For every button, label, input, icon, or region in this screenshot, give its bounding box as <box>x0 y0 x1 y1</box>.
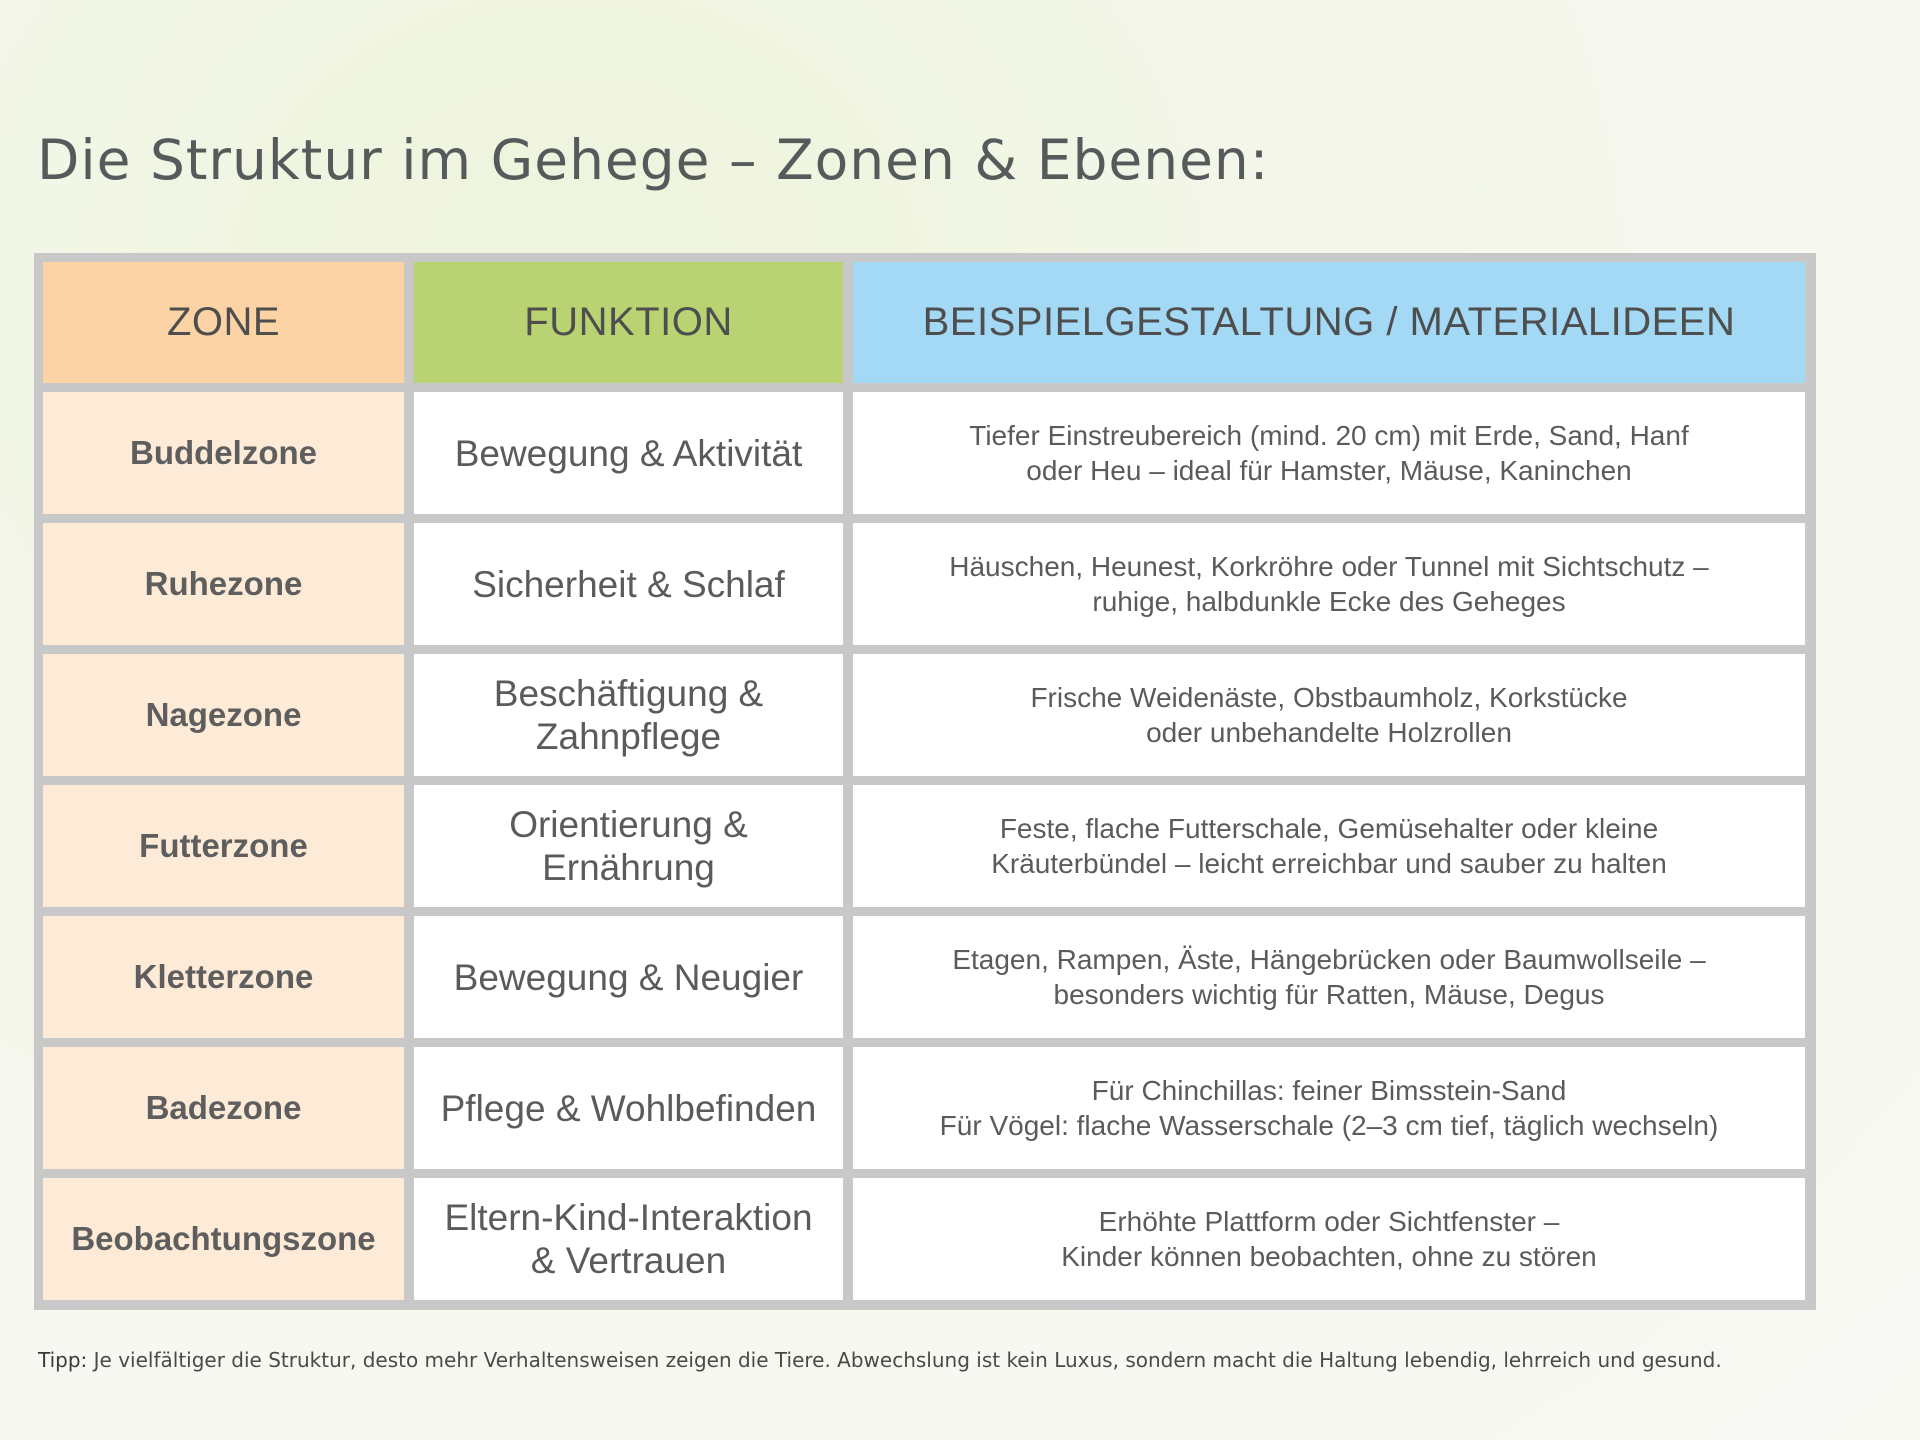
beispiel-line: ruhige, halbdunkle Ecke des Geheges <box>1092 586 1566 617</box>
beispiel-line: Frische Weidenäste, Obstbaumholz, Korkstücke <box>1030 682 1628 713</box>
beispiel-cell <box>853 523 1805 645</box>
header-zone: ZONE <box>43 262 404 383</box>
funktion-cell: Orientierung & Ernährung <box>414 785 843 907</box>
beispiel-line: Etagen, Rampen, Äste, Hängebrücken oder Baumwollseile – <box>952 944 1706 975</box>
beispiel-cell <box>853 392 1805 514</box>
zone-cell: Badezone <box>43 1047 404 1169</box>
beispiel-cell <box>853 654 1805 776</box>
page-title: Die Struktur im Gehege – Zonen & Ebenen: <box>37 128 1270 192</box>
beispiel-cell <box>853 1047 1805 1169</box>
zone-cell: Ruhezone <box>43 523 404 645</box>
zones-table <box>34 253 1816 1310</box>
tip-note <box>38 1348 1722 1372</box>
zone-cell: Beobachtungszone <box>43 1178 404 1300</box>
beispiel-cell <box>853 916 1805 1038</box>
beispiel-line: oder Heu – ideal für Hamster, Mäuse, Kaninchen <box>1026 455 1632 486</box>
tip-text: Je vielfältiger die Struktur, desto mehr Verhaltensweisen zeigen die Tiere. Abwechslung ist kein Luxus, sondern macht die Haltung lebendig, lehrreich und gesund. <box>87 1348 1722 1372</box>
beispiel-line: Tiefer Einstreubereich (mind. 20 cm) mit Erde, Sand, Hanf <box>969 420 1689 451</box>
beispiel-cell <box>853 785 1805 907</box>
beispiel-cell <box>853 1178 1805 1300</box>
header-funktion: FUNKTION <box>414 262 843 383</box>
funktion-cell: Sicherheit & Schlaf <box>414 523 843 645</box>
funktion-cell: Bewegung & Neugier <box>414 916 843 1038</box>
beispiel-line: Häuschen, Heunest, Korkröhre oder Tunnel mit Sichtschutz – <box>949 551 1709 582</box>
funktion-cell: Beschäftigung & Zahnpflege <box>414 654 843 776</box>
funktion-cell: Bewegung & Aktivität <box>414 392 843 514</box>
funktion-cell: Pflege & Wohlbefinden <box>414 1047 843 1169</box>
beispiel-line: oder unbehandelte Holzrollen <box>1146 717 1512 748</box>
beispiel-line: Feste, flache Futterschale, Gemüsehalter oder kleine <box>999 813 1659 844</box>
zone-cell: Nagezone <box>43 654 404 776</box>
zone-cell: Buddelzone <box>43 392 404 514</box>
beispiel-line: Erhöhte Plattform oder Sichtfenster – <box>1098 1206 1560 1237</box>
beispiel-line: Kräuterbündel – leicht erreichbar und sauber zu halten <box>991 848 1667 879</box>
beispiel-line: Für Vögel: flache Wasserschale (2–3 cm tief, täglich wechseln) <box>939 1110 1719 1141</box>
beispiel-line: besonders wichtig für Ratten, Mäuse, Degus <box>1053 979 1605 1010</box>
header-beispielgestaltung: BEISPIELGESTALTUNG / MATERIALIDEEN <box>853 262 1805 383</box>
zones-table-grid <box>43 262 1807 1301</box>
funktion-cell: Eltern-Kind-Interaktion & Vertrauen <box>414 1178 843 1300</box>
beispiel-line: Für Chinchillas: feiner Bimsstein-Sand <box>1091 1075 1567 1106</box>
beispiel-line: Kinder können beobachten, ohne zu stören <box>1061 1241 1597 1272</box>
zone-cell: Futterzone <box>43 785 404 907</box>
zone-cell: Kletterzone <box>43 916 404 1038</box>
tip-label: Tipp: <box>38 1348 88 1372</box>
